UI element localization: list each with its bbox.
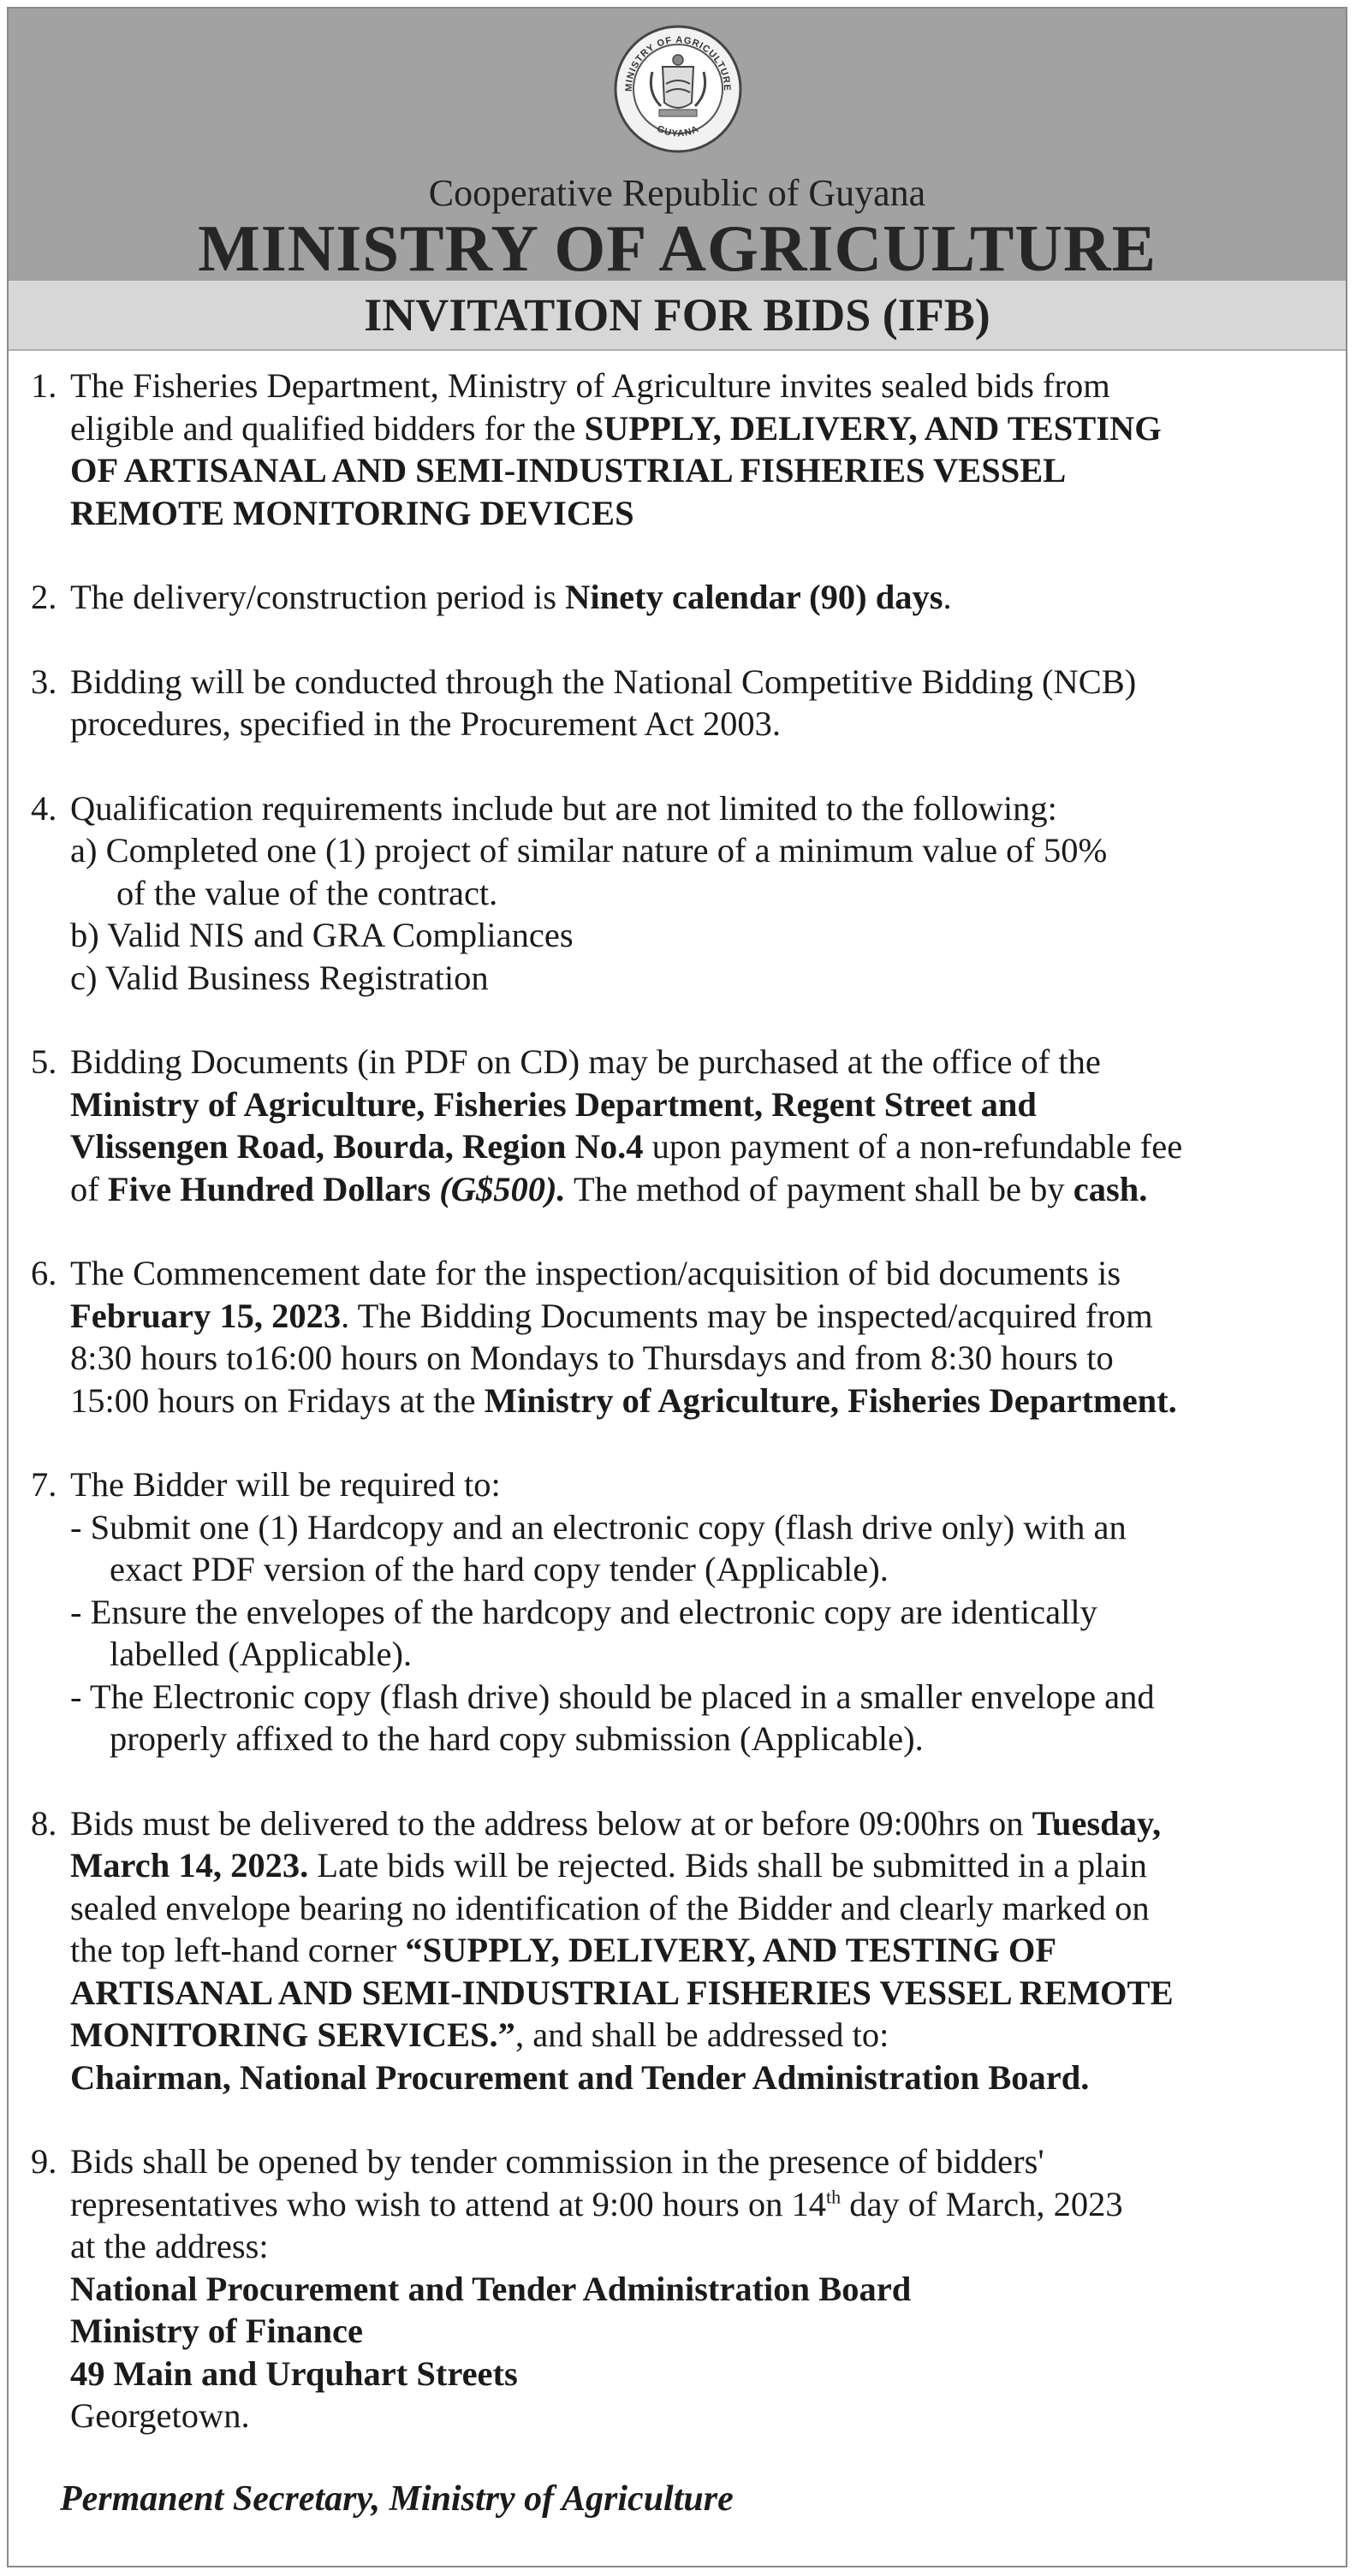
clause-9-line-3: at the address:: [70, 2227, 269, 2265]
clause-number: 6.: [31, 1254, 57, 1292]
clause-8: [31, 1802, 1311, 2099]
addressee: Chairman, National Procurement and Tender Administration Board.: [70, 2057, 1090, 2097]
signature-line: Permanent Secretary, Ministry of Agriculture: [60, 2478, 734, 2519]
clause-9-line-1: Bids shall be opened by tender commission in the presence of bidders': [70, 2142, 1044, 2181]
clause-8-line-3: sealed envelope bearing no identification of the Bidder and clearly marked on: [70, 1888, 1150, 1927]
title-bar: [9, 281, 1346, 351]
delivery-period: Ninety calendar (90) days: [565, 578, 943, 616]
ministry-name: MINISTRY OF AGRICULTURE: [198, 211, 1157, 285]
clause-9-line-2: [70, 2183, 1311, 2226]
clause-9-text: day of March, 2023: [841, 2184, 1123, 2223]
inspection-location: Ministry of Agriculture, Fisheries Department.: [484, 1380, 1177, 1420]
clauses-body: [9, 351, 1346, 2520]
clause-6: [31, 1252, 1311, 1422]
address-line-4: Georgetown.: [70, 2396, 250, 2435]
fee-figure: (G$500).: [439, 1169, 566, 1208]
advertisement-frame: [7, 7, 1347, 2567]
clause-9-text: representatives who wish to attend at 9:00 hours on 14: [70, 2184, 826, 2223]
bidder-requirement-3-cont: properly affixed to the hard copy submission (Applicable).: [110, 1719, 924, 1758]
clause-5-text: The method of payment shall be by: [565, 1169, 1074, 1208]
ordinal-suffix: th: [825, 2186, 842, 2207]
clause-1-line-1: The Fisheries Department, Ministry of Agriculture invites sealed bids from: [70, 366, 1110, 405]
address-line-3: 49 Main and Urquhart Streets: [70, 2353, 518, 2393]
fee-amount: Five Hundred Dollars: [107, 1169, 440, 1208]
bidder-requirement-2-cont: labelled (Applicable).: [110, 1635, 413, 1673]
clause-number: 4.: [31, 788, 57, 828]
clause-8-text: Late bids will be rejected. Bids shall be submitted in a plain: [308, 1846, 1147, 1885]
clause-1-line-4: REMOTE MONITORING DEVICES: [70, 493, 634, 532]
clause-9: [31, 2140, 1311, 2437]
clause-5: [31, 1041, 1311, 1210]
header-banner: [9, 9, 1346, 285]
clause-8-text: , and shall be addressed to:: [514, 2015, 889, 2054]
deadline-date: March 14, 2023.: [70, 1846, 309, 1885]
requirement-a-cont: of the value of the contract.: [116, 873, 498, 912]
envelope-marking: “SUPPLY, DELIVERY, AND TESTING OF: [405, 1931, 1057, 1969]
requirement-a: a) Completed one (1) project of similar nature of a minimum value of 50%: [70, 831, 1108, 870]
clause-5-line-2: Ministry of Agriculture, Fisheries Department, Regent Street and: [70, 1084, 1037, 1124]
clause-number: 7.: [31, 1465, 57, 1504]
clause-1-bold: SUPPLY, DELIVERY, AND TESTING: [584, 408, 1162, 448]
clause-8-line-5: ARTISANAL AND SEMI-INDUSTRIAL FISHERIES VESSEL REMOTE: [70, 1973, 1174, 2012]
country-name: Cooperative Republic of Guyana: [428, 172, 926, 214]
clause-6-line-3: 8:30 hours to16:00 hours on Mondays to Thursdays and from 8:30 hours to: [70, 1338, 1114, 1377]
clause-2-line-1: [70, 576, 1311, 619]
svg-text:MINISTRY OF AGRICULTURE: MINISTRY OF AGRICULTURE: [623, 34, 733, 92]
clause-2: [31, 576, 1311, 619]
clause-6-text: . The Bidding Documents may be inspected/acquired from: [341, 1296, 1153, 1335]
clause-number: 2.: [31, 578, 57, 616]
office-address: Vlissengen Road, Bourda, Region No.4: [70, 1127, 644, 1166]
clause-6-line-1: The Commencement date for the inspection/acquisition of bid documents is: [70, 1254, 1121, 1292]
clause-8-text: Bids must be delivered to the address below at or before 09:00hrs on: [70, 1803, 1032, 1843]
page-title: INVITATION FOR BIDS (IFB): [364, 289, 990, 341]
clause-1-text: eligible and qualified bidders for the: [70, 408, 585, 448]
ministry-seal-icon: [613, 24, 743, 154]
clause-1-line-2: [70, 407, 1311, 450]
envelope-marking-end: MONITORING SERVICES.”: [70, 2015, 515, 2054]
bidder-requirement-1: - Submit one (1) Hardcopy and an electronic copy (flash drive only) with an: [70, 1507, 1127, 1546]
clause-4: [31, 787, 1311, 1000]
clause-1: [31, 365, 1311, 534]
requirement-b: b) Valid NIS and GRA Compliances: [70, 916, 574, 954]
clause-1-line-3: OF ARTISANAL AND SEMI-INDUSTRIAL FISHERIES VESSEL: [70, 451, 1067, 490]
clause-6-text: 15:00 hours on Fridays at the: [70, 1380, 485, 1420]
bidder-requirement-3: - The Electronic copy (flash drive) should be placed in a smaller envelope and: [70, 1677, 1155, 1716]
clause-5-line-1: Bidding Documents (in PDF on CD) may be purchased at the office of the: [70, 1042, 1101, 1081]
clause-2-text: The delivery/construction period is: [70, 578, 566, 616]
clause-8-line-6: [70, 2014, 1311, 2057]
clause-6-line-4: [70, 1380, 1311, 1422]
bidder-requirement-1-cont: exact PDF version of the hard copy tender (Applicable).: [110, 1550, 889, 1588]
clause-8-line-1: [70, 1802, 1311, 1845]
clause-5-line-4: [70, 1168, 1311, 1211]
clause-8-text: the top left-hand corner: [70, 1931, 406, 1969]
clause-number: 1.: [31, 366, 57, 405]
svg-text:GUYANA: GUYANA: [655, 123, 701, 139]
clause-number: 3.: [31, 662, 57, 701]
address-line-2: Ministry of Finance: [70, 2312, 363, 2350]
clause-8-line-2: [70, 1844, 1311, 1887]
bidder-requirement-2: - Ensure the envelopes of the hardcopy and electronic copy are identically: [70, 1592, 1097, 1631]
clause-8-line-4: [70, 1929, 1311, 1972]
clause-5-text: of: [70, 1169, 108, 1208]
clause-3-line-2: procedures, specified in the Procurement Act 2003.: [70, 704, 781, 743]
clause-2-period: .: [943, 578, 952, 616]
deadline-day: Tuesday,: [1032, 1803, 1162, 1843]
clause-7: [31, 1463, 1311, 1760]
clause-number: 5.: [31, 1042, 57, 1081]
address-line-1: National Procurement and Tender Administration Board: [70, 2269, 912, 2308]
clause-4-lead: Qualification requirements include but are not limited to the following:: [70, 788, 1057, 828]
clause-3: [31, 661, 1311, 745]
clause-6-line-2: [70, 1295, 1311, 1338]
clause-5-text: upon payment of a non-refundable fee: [643, 1127, 1183, 1166]
clause-number: 8.: [31, 1803, 57, 1843]
clause-5-line-3: [70, 1125, 1311, 1168]
clause-3-line-1: Bidding will be conducted through the National Competitive Bidding (NCB): [70, 662, 1137, 701]
clause-number: 9.: [31, 2142, 57, 2181]
clause-7-lead: The Bidder will be required to:: [70, 1465, 501, 1504]
payment-method: cash.: [1073, 1169, 1148, 1208]
commencement-date: February 15, 2023: [70, 1296, 342, 1335]
requirement-c: c) Valid Business Registration: [70, 958, 489, 997]
